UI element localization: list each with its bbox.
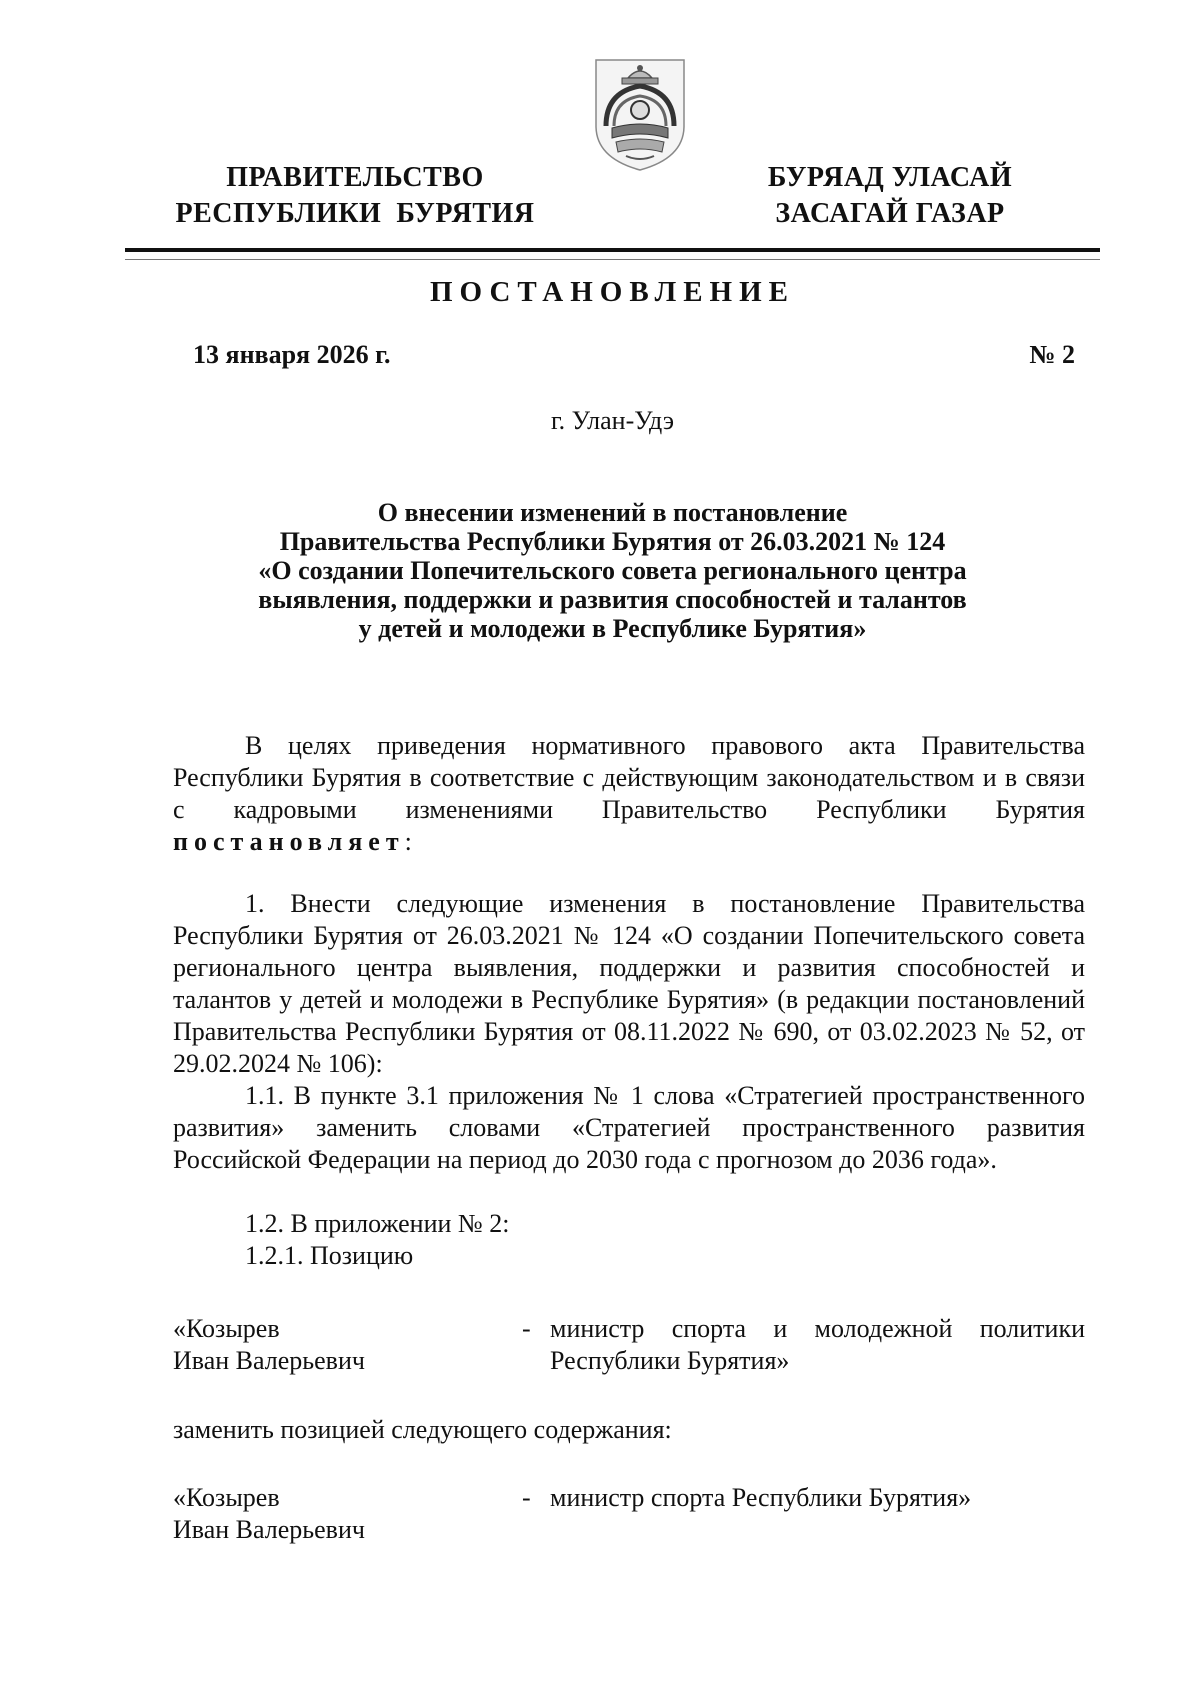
coat-of-arms-icon [592, 56, 688, 174]
old-position-name [173, 1313, 523, 1377]
header-divider-thin [125, 259, 1100, 260]
title-line: у детей и молодежи в Республике Бурятия» [358, 614, 867, 643]
title-line: выявления, поддержки и развития способностей и талантов [258, 585, 967, 614]
resolves-colon: : [404, 827, 412, 856]
government-name-buryat-line1: БУРЯАД УЛАСАЙ [767, 162, 1013, 193]
government-name-russian-line1: ПРАВИТЕЛЬСТВО [226, 162, 484, 193]
old-position-given-names: Иван Валерьевич [173, 1346, 365, 1375]
new-position-given-names: Иван Валерьевич [173, 1515, 365, 1544]
new-position-surname: «Козырев [173, 1483, 280, 1512]
title-line: «О создании Попечительского совета регионального центра [258, 556, 967, 585]
old-position-dash: - [522, 1314, 531, 1343]
old-position-surname: «Козырев [173, 1314, 280, 1343]
title-line: О внесении изменений в постановление [377, 498, 848, 527]
title-line: Правительства Республики Бурятия от 26.03.2021 № 124 [279, 527, 946, 556]
header-divider-thick [125, 248, 1100, 252]
document-number: № 2 [1029, 340, 1075, 369]
item-1-2: 1.2. В приложении № 2: [245, 1209, 510, 1238]
document-date: 13 января 2026 г. [193, 340, 391, 369]
item-1-1-paragraph: 1.1. В пункте 3.1 приложения № 1 слова «Стратегией пространственного развития» заменить словами «Стратегией пространственного развития Российской Федерации на период до 2030 года с прогнозом до 2036 года». [173, 1081, 1085, 1174]
new-position-dash: - [522, 1483, 531, 1512]
item-1-2-1: 1.2.1. Позицию [245, 1241, 414, 1270]
resolves-word: постановляет [173, 827, 405, 856]
government-name-russian [155, 160, 555, 232]
government-name-buryat [740, 160, 1040, 232]
replace-instruction: заменить позицией следующего содержания: [173, 1415, 672, 1444]
item-1-paragraph: 1. Внести следующие изменения в постановление Правительства Республики Бурятия от 26.03.2021 № 124 «О создании Попечительского совета регионального центра выявления, поддержки и развития способностей и талантов у детей и молодежи в Республике Бурятия» (в редакции постановлений Правительства Республики Бурятия от 08.11.2022 № 690, от 03.02.2023 № 52, от 29.02.2024 № 106): [173, 889, 1085, 1078]
government-name-russian-line2: РЕСПУБЛИКИ БУРЯТИЯ [175, 198, 535, 229]
document-type: ПОСТАНОВЛЕНИЕ [429, 276, 795, 308]
new-position-name [173, 1482, 523, 1546]
document-title [160, 498, 1065, 643]
document-city: г. Улан-Удэ [550, 406, 675, 435]
government-name-buryat-line2: ЗАСАГАЙ ГАЗАР [775, 198, 1005, 229]
old-position-role: министр спорта и молодежной политики Республики Бурятия» [550, 1314, 1085, 1375]
preamble-paragraph [173, 730, 1085, 858]
new-position-role: министр спорта Республики Бурятия» [550, 1483, 972, 1512]
preamble-text: В целях приведения нормативного правового акта Правительства Республики Бурятия в соответствие с действующим законодательством и в связи с кадровыми изменениями Правительство Республики Бурятия [173, 731, 1085, 824]
